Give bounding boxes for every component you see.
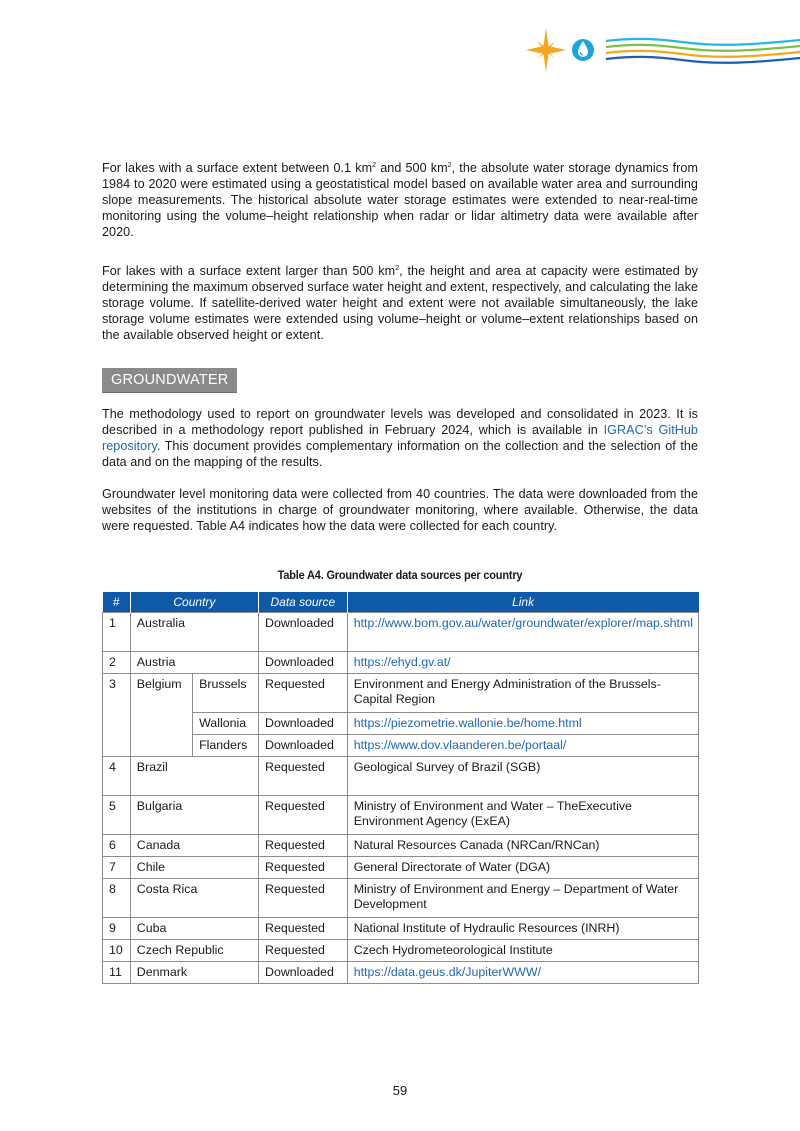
column-header-data-source: Data source bbox=[259, 592, 348, 613]
cell-country: Austria bbox=[130, 652, 258, 674]
cell-link: Czech Hydrometeorological Institute bbox=[347, 940, 698, 962]
table-body bbox=[103, 613, 699, 984]
table-row bbox=[103, 652, 699, 674]
text: For lakes with a surface extent between 0.1 km bbox=[102, 161, 373, 175]
wave-lines-icon bbox=[606, 39, 800, 63]
superscript: 2 bbox=[447, 162, 452, 169]
cell-link: Geological Survey of Brazil (SGB) bbox=[347, 757, 698, 796]
cell-number: 2 bbox=[103, 652, 131, 674]
superscript: 2 bbox=[395, 265, 400, 272]
table-header-row bbox=[103, 592, 699, 613]
cell-number: 11 bbox=[103, 962, 131, 984]
source-link[interactable]: https://data.geus.dk/JupiterWWW/ bbox=[353, 965, 542, 979]
cell-link bbox=[347, 652, 698, 674]
cell-link: Ministry of Environment and Water – TheExecutive Environment Agency (ExEA) bbox=[347, 796, 698, 835]
cell-country: Brazil bbox=[130, 757, 258, 796]
cell-number: 3 bbox=[103, 674, 131, 757]
paragraph-large-lakes bbox=[102, 264, 698, 344]
cell-link bbox=[347, 713, 698, 735]
cell-number: 6 bbox=[103, 835, 131, 857]
cell-data-source: Downloaded bbox=[259, 713, 348, 735]
cell-data-source: Downloaded bbox=[259, 613, 348, 652]
cell-link: National Institute of Hydraulic Resources (INRH) bbox=[347, 918, 698, 940]
column-header-link: Link bbox=[347, 592, 698, 613]
cell-number: 7 bbox=[103, 857, 131, 879]
cell-number: 9 bbox=[103, 918, 131, 940]
groundwater-sources-table bbox=[102, 592, 699, 984]
cell-number: 5 bbox=[103, 796, 131, 835]
cell-link bbox=[347, 735, 698, 757]
table-row bbox=[103, 674, 699, 713]
paragraph-methodology bbox=[102, 407, 698, 471]
table-row bbox=[103, 757, 699, 796]
cell-country: Denmark bbox=[130, 962, 258, 984]
cell-data-source: Requested bbox=[259, 940, 348, 962]
table-row bbox=[103, 940, 699, 962]
cell-country: Cuba bbox=[130, 918, 258, 940]
cell-number: 8 bbox=[103, 879, 131, 918]
text: The methodology used to report on groundwater levels was developed and consolidated in 2023. It is described in a methodology report published in February 2024, which is available in bbox=[102, 407, 698, 437]
table-row bbox=[103, 713, 699, 735]
paragraph-small-lakes bbox=[102, 161, 698, 241]
cell-number: 1 bbox=[103, 613, 131, 652]
header-logo bbox=[522, 26, 800, 74]
source-link[interactable]: http://www.bom.gov.au/water/groundwater/explorer/map.shtml bbox=[353, 616, 693, 630]
cell-country: Belgium bbox=[130, 674, 192, 757]
cell-country: Canada bbox=[130, 835, 258, 857]
cell-country: Costa Rica bbox=[130, 879, 258, 918]
cell-country: Australia bbox=[130, 613, 258, 652]
water-drop-icon bbox=[572, 39, 594, 61]
cell-link: Environment and Energy Administration of the Brussels-Capital Region bbox=[347, 674, 698, 713]
cell-data-source: Requested bbox=[259, 835, 348, 857]
column-header-country: Country bbox=[130, 592, 258, 613]
cell-country: Bulgaria bbox=[130, 796, 258, 835]
table-row bbox=[103, 735, 699, 757]
column-header-number: # bbox=[103, 592, 131, 613]
cell-number: 10 bbox=[103, 940, 131, 962]
paragraph-data-collection: Groundwater level monitoring data were collected from 40 countries. The data were downloaded from the websites of the institutions in charge of groundwater monitoring, where available. Otherwise, the data were requested. Table A4 indicates how the data were collected for each country. bbox=[102, 487, 698, 533]
cell-country: Chile bbox=[130, 857, 258, 879]
page-number: 59 bbox=[392, 1083, 408, 1098]
igrac-github-link[interactable]: IGRAC’s GitHub repository bbox=[102, 422, 698, 453]
text: . This document provides complementary information on the collection and the selection of the data and on the mapping of the results. bbox=[102, 438, 698, 469]
cell-data-source: Requested bbox=[259, 757, 348, 796]
section-heading-groundwater: GROUNDWATER bbox=[102, 368, 237, 393]
table-row bbox=[103, 835, 699, 857]
text: , the absolute water storage dynamics from 1984 to 2020 were estimated using a geostatistical model based on available water area and surrounding slope measurements. The historical absolute water storage estimates were extended to near-real-time monitoring using the volume–height relationship when radar or lidar altimetry data were available after 2020. bbox=[102, 161, 698, 239]
cell-region: Brussels bbox=[193, 674, 259, 713]
text: For lakes with a surface extent larger than 500 km bbox=[102, 264, 396, 278]
cell-region: Flanders bbox=[193, 735, 259, 757]
cell-data-source: Downloaded bbox=[259, 652, 348, 674]
cell-link: Natural Resources Canada (NRCan/RNCan) bbox=[347, 835, 698, 857]
table-row bbox=[103, 879, 699, 918]
cell-data-source: Requested bbox=[259, 674, 348, 713]
table-row bbox=[103, 796, 699, 835]
cell-number: 4 bbox=[103, 757, 131, 796]
cell-data-source: Requested bbox=[259, 918, 348, 940]
cell-data-source: Requested bbox=[259, 796, 348, 835]
cell-link: Ministry of Environment and Energy – Department of Water Development bbox=[347, 879, 698, 918]
source-link[interactable]: https://ehyd.gv.at/ bbox=[353, 655, 451, 669]
cell-country: Czech Republic bbox=[130, 940, 258, 962]
cell-region: Wallonia bbox=[193, 713, 259, 735]
superscript: 2 bbox=[372, 162, 377, 169]
cell-data-source: Downloaded bbox=[259, 735, 348, 757]
text: and 500 km bbox=[376, 161, 448, 175]
cell-data-source: Downloaded bbox=[259, 962, 348, 984]
cell-data-source: Requested bbox=[259, 857, 348, 879]
table-caption: Table A4. Groundwater data sources per country bbox=[277, 568, 523, 582]
source-link[interactable]: https://piezometrie.wallonie.be/home.html bbox=[353, 716, 582, 730]
table-row bbox=[103, 918, 699, 940]
table-row bbox=[103, 857, 699, 879]
table-row bbox=[103, 613, 699, 652]
cell-link: General Directorate of Water (DGA) bbox=[347, 857, 698, 879]
cell-link bbox=[347, 613, 698, 652]
compass-star-icon bbox=[526, 28, 566, 72]
table-row bbox=[103, 962, 699, 984]
source-link[interactable]: https://www.dov.vlaanderen.be/portaal/ bbox=[353, 738, 567, 752]
cell-link bbox=[347, 962, 698, 984]
cell-data-source: Requested bbox=[259, 879, 348, 918]
text: , the height and area at capacity were estimated by determining the maximum observed surface water height and extent, respectively, and calculating the lake storage volume. If satellite-derived water height and extent were not available simultaneously, the lake storage volume estimates were extended using volume–height or volume–extent relationships based on the available observed height or extent. bbox=[102, 264, 699, 342]
